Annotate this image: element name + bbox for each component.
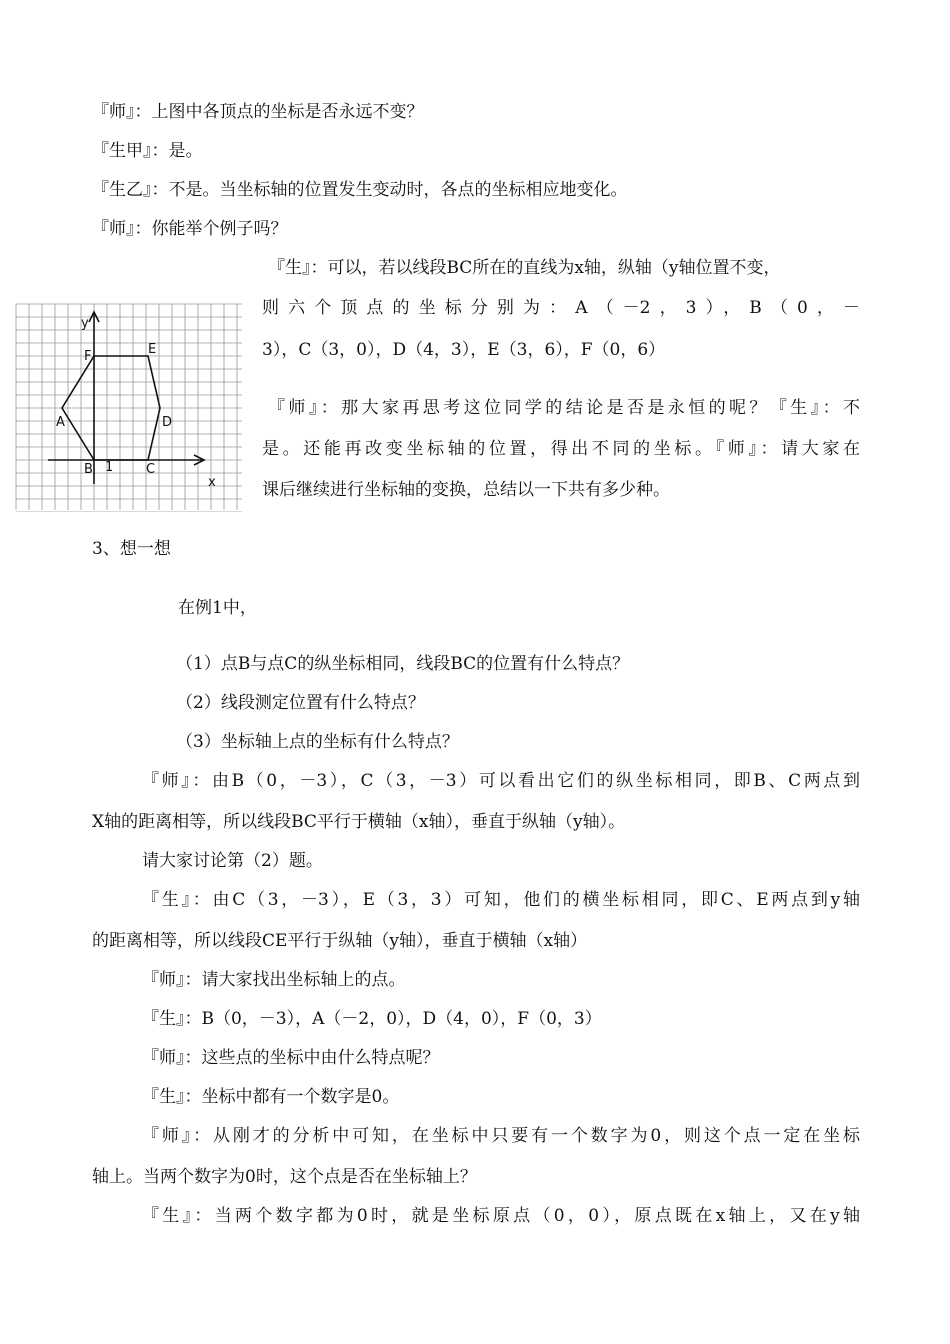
dialogue-line: 『师』：从刚才的分析中可知，在坐标中只要有一个数字为0，则这个点一定在坐标 (142, 1126, 860, 1146)
question-item: （2）线段测定位置有什么特点？ (176, 693, 425, 713)
vertex-label-e: E (148, 342, 157, 357)
question-item: （3）坐标轴上点的坐标有什么特点？ (176, 732, 459, 752)
vertex-label-d: D (162, 415, 173, 430)
dialogue-line: 『生乙』：不是。当坐标轴的位置发生变动时，各点的坐标相应地变化。 (92, 180, 628, 200)
side-text-line: 则六个顶点的坐标分别为：A（－2，3），B（0，－ (262, 298, 860, 318)
side-text-line: 是。还能再改变坐标轴的位置，得出不同的坐标。『师』：请大家在 (262, 439, 860, 459)
dialogue-line: 『生』：当两个数字都为0时，就是坐标原点（0，0），原点既在x轴上，又在y轴 (142, 1206, 860, 1226)
dialogue-line: 『生』：由C（3，－3），E（3，3）可知，他们的横坐标相同，即C、E两点到y轴 (142, 890, 860, 910)
side-text-line: 『师』：那大家再思考这位同学的结论是否是永恒的呢？『生』：不 (268, 398, 860, 418)
vertex-label-c: C (146, 462, 156, 477)
dialogue-line: 『生甲』：是。 (92, 141, 203, 161)
question-item: （1）点B与点C的纵坐标相同，线段BC的位置有什么特点？ (176, 654, 630, 674)
section-heading: 3、想一想 (92, 539, 171, 559)
vertex-label-a: A (56, 415, 65, 430)
dialogue-line: 『师』：这些点的坐标中由什么特点呢？ (142, 1048, 440, 1068)
dialogue-line: X轴的距离相等，所以线段BC平行于横轴（x轴），垂直于纵轴（y轴）。 (92, 812, 626, 832)
x-axis-label: x (208, 475, 216, 490)
intro-line: 在例1中， (178, 598, 257, 618)
side-text-line: 3），C（3，0），D（4，3），E（3，6），F（0，6） (262, 340, 666, 360)
side-text-line: 课后继续进行坐标轴的变换，总结以一下共有多少种。 (262, 480, 670, 500)
vertex-label-f: F (84, 349, 92, 364)
side-text-line: 『生』：可以，若以线段BC所在的直线为x轴，纵轴（y轴位置不变， (268, 258, 781, 278)
dialogue-line: 『生』：B（0，－3），A（－2，0），D（4，0），F（0，3） (142, 1009, 602, 1029)
dialogue-line: 『师』：请大家找出坐标轴上的点。 (142, 970, 406, 990)
unit-tick-label: 1 (105, 460, 114, 475)
coordinate-figure (14, 302, 244, 512)
hexagon-grid-diagram (14, 302, 244, 512)
dialogue-line: 『师』：由B（0，－3），C（3，－3）可以看出它们的纵坐标相同，即B、C两点到 (142, 771, 860, 791)
dialogue-line: 『师』：你能举个例子吗？ (92, 219, 288, 239)
vertex-label-b: B (84, 462, 93, 477)
dialogue-line: 的距离相等，所以线段CE平行于纵轴（y轴），垂直于横轴（x轴） (92, 931, 588, 951)
dialogue-line: 轴上。当两个数字为0时，这个点是否在坐标轴上？ (92, 1167, 477, 1187)
y-axis-label: y (81, 316, 89, 331)
dialogue-line: 『生』：坐标中都有一个数字是0。 (142, 1087, 400, 1107)
dialogue-line: 『师』：上图中各顶点的坐标是否永远不变？ (92, 102, 424, 122)
dialogue-line: 请大家讨论第（2）题。 (142, 851, 323, 871)
